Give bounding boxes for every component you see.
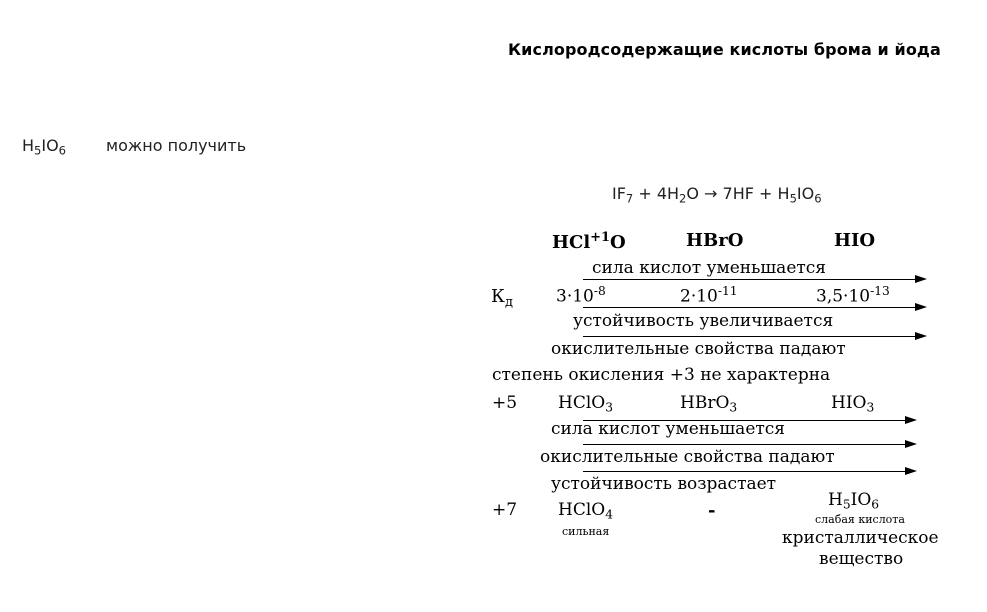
intro-text: можно получить xyxy=(106,136,247,155)
ox-state-plus5: +5 xyxy=(492,393,518,413)
acid-hclo3: HClO$_3$ xyxy=(558,393,614,415)
acid-hclo4: HClO$_4$ xyxy=(558,500,614,522)
trend-oxidizing-5: окислительные свойства падают xyxy=(540,447,835,467)
arrow-head xyxy=(905,416,917,424)
trend-stability-5: устойчивость возрастает xyxy=(551,474,777,494)
acid-hio3: $HIO_3$ xyxy=(831,393,875,415)
acid-hclo: HCl$^{+1}$O xyxy=(552,230,626,254)
acid-h5io6: $H_5IO_6$ xyxy=(828,490,880,512)
arrow-head xyxy=(915,303,927,311)
acid-hio: HIO xyxy=(834,230,876,251)
page-title: Кислородсодержащие кислоты брома и йода xyxy=(508,40,941,59)
h5io6-desc-line2: вещество xyxy=(819,549,904,569)
arrow-line xyxy=(583,471,907,472)
arrow-head xyxy=(905,467,917,475)
arrow-head xyxy=(915,275,927,283)
oxidation-state-note: степень окисления +3 не характерна xyxy=(492,365,831,385)
kd-hio: $3,5\cdot 10^{-13}$ xyxy=(816,284,890,307)
ox-state-plus7: +7 xyxy=(492,500,518,520)
trend-acid-strength-5: сила кислот уменьшается xyxy=(551,419,786,439)
h5io6-note: слабая кислота xyxy=(815,513,905,526)
arrow-head xyxy=(905,440,917,448)
h5io6-formula: $H_5IO_6$ xyxy=(22,136,66,158)
trend-acid-strength: сила кислот уменьшается xyxy=(592,258,827,278)
kd-label: $К_д$ xyxy=(491,286,513,310)
acid-hbro: HBrO xyxy=(686,230,744,251)
hclo4-note: сильная xyxy=(562,525,610,538)
arrow-head xyxy=(915,332,927,340)
trend-oxidizing: окислительные свойства падают xyxy=(551,339,846,359)
acid-hbro3: HBrO$_3$ xyxy=(680,393,738,415)
reaction-equation: $IF_7 + 4H_2O \to 7HF + H_5IO_6$ xyxy=(612,184,822,206)
arrow-line xyxy=(583,279,917,280)
hbro4-dash: - xyxy=(708,500,716,521)
arrow-line xyxy=(583,444,907,445)
kd-hclo: $3\cdot 10^{-8}$ xyxy=(556,284,606,307)
kd-hbro: $2\cdot 10^{-11}$ xyxy=(680,284,738,307)
trend-stability: устойчивость увеличивается xyxy=(573,311,834,331)
h5io6-desc-line1: кристаллическое xyxy=(782,528,939,548)
arrow-line xyxy=(583,336,917,337)
arrow-line xyxy=(583,307,917,308)
